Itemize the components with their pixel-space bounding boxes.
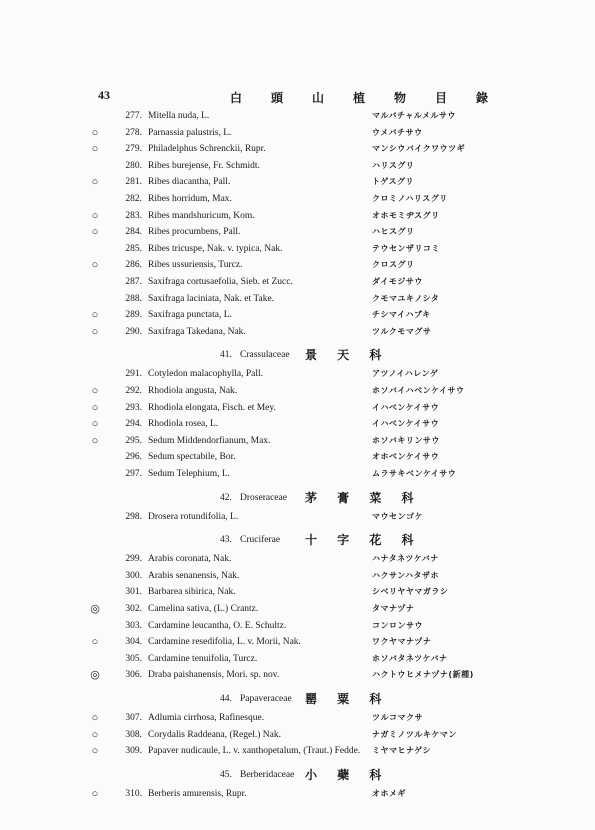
scientific-name: Cotyledon malacophylla, Pall. <box>148 369 264 380</box>
species-entry <box>0 466 595 482</box>
japanese-name: チシマイハブキ <box>372 310 431 320</box>
scientific-name: Mitella nuda, L. <box>148 111 210 121</box>
species-entry <box>0 324 595 340</box>
scientific-name: Rhodiola angusta, Nak. <box>148 386 238 396</box>
japanese-name: マルバチャルメルサウ <box>372 111 456 120</box>
entry-number: 277. <box>125 111 142 121</box>
japanese-name: ハヒスグリ <box>372 227 415 237</box>
entry-number: 285. <box>125 243 142 254</box>
japanese-name: テウセンザリコミ <box>372 243 440 253</box>
entry-number: 303. <box>125 620 142 631</box>
page-title: 白 頭 山 植 物 目 錄 <box>230 91 502 105</box>
scientific-name: Barbarea sibirica, Nak. <box>148 587 236 598</box>
status-marker: ○ <box>91 418 99 431</box>
species-entry <box>0 710 595 726</box>
family-number: 41. <box>220 350 232 361</box>
scientific-name: Corydalis Raddeana, (Regel.) Nak. <box>148 729 281 740</box>
species-entry <box>0 274 595 290</box>
entry-number: 293. <box>125 402 142 413</box>
japanese-name: ツルクモマグサ <box>372 326 432 336</box>
japanese-name: ワクヤマナヅナ <box>372 637 432 647</box>
species-entry <box>0 174 595 190</box>
family-cjk-name: 茅 膏 菜 科 <box>305 490 422 505</box>
species-entry <box>0 108 595 124</box>
entry-number: 279. <box>125 144 142 155</box>
status-marker: ○ <box>91 385 99 397</box>
japanese-name: コンロンサウ <box>372 620 423 630</box>
scientific-name: Ribes burejense, Fr. Schmidt. <box>148 160 260 171</box>
entry-number: 290. <box>125 326 142 337</box>
entry-number: 280. <box>125 160 142 171</box>
entry-number: 306. <box>125 670 142 681</box>
family-heading <box>0 489 595 507</box>
family-cjk-name: 小 蘗 科 <box>305 767 390 782</box>
japanese-name: ハクサンハタザホ <box>372 570 440 580</box>
status-marker: ○ <box>91 309 99 322</box>
family-number: 45. <box>220 769 232 780</box>
status-marker: ○ <box>91 787 99 800</box>
scientific-name: Ribes tricuspe, Nak. v. typica, Nak. <box>148 243 283 254</box>
japanese-name: クモマユキノシタ <box>372 293 440 303</box>
japanese-name: ホソバイハベンケイサウ <box>372 386 465 395</box>
scientific-name: Arabis coronata, Nak. <box>148 554 232 565</box>
status-marker: ○ <box>91 728 99 741</box>
species-entry <box>0 141 595 157</box>
scientific-name: Ribes diacantha, Pall. <box>148 177 231 188</box>
family-cjk-name: 景 天 科 <box>305 348 390 363</box>
family-cjk-name: 罌 粟 科 <box>305 692 390 706</box>
scientific-name: Cardamine leucantha, O. E. Schultz. <box>148 620 287 631</box>
status-marker: ○ <box>91 325 99 338</box>
species-entry <box>0 568 595 584</box>
entry-number: 281. <box>125 177 142 188</box>
entry-number: 305. <box>125 653 142 664</box>
status-marker: ○ <box>91 434 99 447</box>
species-entry <box>0 400 595 416</box>
entry-number: 302. <box>125 604 142 614</box>
family-heading <box>0 531 595 549</box>
species-entry <box>0 416 595 432</box>
status-marker: ○ <box>91 401 99 414</box>
species-entry <box>0 743 595 759</box>
family-latin-name: Crassulaceae <box>240 350 290 361</box>
family-cjk-name: 十 字 花 科 <box>305 533 422 548</box>
entry-number: 297. <box>125 469 142 479</box>
family-number: 44. <box>220 694 232 704</box>
species-entry <box>0 208 595 224</box>
scientific-name: Parnassia palustris, L. <box>148 127 232 138</box>
status-marker: ○ <box>91 226 99 239</box>
status-marker: ◎ <box>90 669 100 682</box>
scientific-name: Saxifraga Takedana, Nak. <box>148 326 246 337</box>
japanese-name: マウセンゴケ <box>372 511 423 521</box>
japanese-name: オホモミヂスグリ <box>372 210 440 220</box>
japanese-name: オホベンケイサウ <box>372 452 440 462</box>
entry-number: 284. <box>125 227 142 238</box>
scientific-name: Adlumia cirrhosa, Rafinesque. <box>148 713 265 723</box>
entry-number: 287. <box>125 277 142 287</box>
status-marker: ○ <box>91 143 99 156</box>
species-entry <box>0 257 595 273</box>
japanese-name: ハリスグリ <box>372 160 415 170</box>
japanese-name: ムラサキベンケイサウ <box>372 469 457 478</box>
scientific-name: Camelina sativa, (L.) Crantz. <box>148 604 259 614</box>
family-heading <box>0 766 595 784</box>
species-entry <box>0 601 595 617</box>
status-marker: ○ <box>91 176 99 189</box>
scientific-name: Sedum Middendorfianum, Max. <box>148 435 271 446</box>
scientific-name: Saxifraga punctata, L. <box>148 310 232 321</box>
japanese-name: ダイモジサウ <box>372 277 423 286</box>
scientific-name: Sedum Telephium, L. <box>148 469 231 479</box>
species-entry <box>0 433 595 449</box>
species-entry <box>0 449 595 465</box>
species-entry <box>0 291 595 307</box>
entry-number: 299. <box>125 554 142 565</box>
family-heading <box>0 346 595 364</box>
entry-number: 288. <box>125 293 142 304</box>
japanese-name: クロミノハリスグリ <box>372 194 448 203</box>
japanese-name: マンシウバイクワウツギ <box>372 144 466 154</box>
species-entry <box>0 727 595 743</box>
entry-number: 304. <box>125 637 142 648</box>
entry-number: 301. <box>125 587 142 598</box>
scientific-name: Arabis senanensis, Nak. <box>148 570 240 581</box>
japanese-name: クロスグリ <box>372 260 415 270</box>
scientific-name: Ribes procumbens, Pall. <box>148 227 241 238</box>
status-marker: ○ <box>91 259 99 272</box>
species-entry <box>0 667 595 683</box>
entry-number: 278. <box>125 127 142 138</box>
japanese-name: イハベンケイサウ <box>372 419 440 429</box>
entry-number: 298. <box>125 511 142 522</box>
entry-number: 309. <box>125 746 142 757</box>
japanese-name: ハクトウヒメナヅナ(新種) <box>372 670 474 680</box>
species-entry <box>0 241 595 257</box>
status-marker: ○ <box>91 745 99 758</box>
species-entry <box>0 224 595 240</box>
species-entry <box>0 191 595 207</box>
species-entry <box>0 158 595 174</box>
scientific-name: Saxifraga cortusaefolia, Sieb. et Zucc. <box>148 277 293 287</box>
entry-number: 291. <box>125 369 142 380</box>
japanese-name: トゲスグリ <box>372 177 415 187</box>
status-marker: ○ <box>91 712 99 724</box>
species-entry <box>0 509 595 525</box>
species-entry <box>0 551 595 567</box>
japanese-name: ツルコマクサ <box>372 713 423 722</box>
japanese-name: ハナタネツケバナ <box>372 554 439 564</box>
scientific-name: Cardamine tenuifolia, Turcz. <box>148 653 258 664</box>
scientific-name: Drosera rotundifolia, L. <box>148 511 239 522</box>
entry-number: 296. <box>125 452 142 463</box>
family-latin-name: Cruciferae <box>240 535 281 546</box>
entry-number: 307. <box>125 713 142 723</box>
japanese-name: ホソバタネツケバナ <box>372 653 448 663</box>
family-latin-name: Berberidaceae <box>240 769 295 780</box>
scientific-name: Rhodiola rosea, L. <box>148 419 219 430</box>
entry-number: 310. <box>125 788 142 799</box>
entry-number: 295. <box>125 435 142 446</box>
entry-number: 308. <box>125 729 142 740</box>
japanese-name: ウメバチサウ <box>372 127 423 137</box>
entry-number: 282. <box>125 194 142 204</box>
family-heading <box>0 690 595 708</box>
species-entry <box>0 651 595 667</box>
status-marker: ◎ <box>90 603 100 615</box>
japanese-name: ナガミノツルキケマン <box>372 729 457 739</box>
family-number: 42. <box>220 492 232 503</box>
species-entry <box>0 307 595 323</box>
status-marker: ○ <box>91 126 99 139</box>
family-number: 43. <box>220 535 232 546</box>
japanese-name: ミヤマヒナゲシ <box>372 746 432 756</box>
entry-number: 294. <box>125 419 142 430</box>
scientific-name: Papaver nudicaule, L. v. xanthopetalum, (Traut.) Fedde. <box>148 746 361 757</box>
species-entry <box>0 786 595 802</box>
japanese-name: ホソバキリンサウ <box>372 435 440 445</box>
japanese-name: シベリヤヤマガラシ <box>372 587 449 597</box>
family-latin-name: Droseraceae <box>240 492 287 503</box>
japanese-name: アツノイハレンゲ <box>372 369 439 379</box>
scientific-name: Ribes ussuriensis, Turcz. <box>148 260 243 271</box>
species-entry <box>0 383 595 399</box>
species-entry <box>0 618 595 634</box>
scientific-name: Ribes horridum, Max. <box>148 194 232 204</box>
scientific-name: Rhodiola elongata, Fisch. et Mey. <box>148 402 276 413</box>
species-entry <box>0 634 595 650</box>
scientific-name: Ribes mandshuricum, Kom. <box>148 210 255 221</box>
entry-number: 289. <box>125 310 142 321</box>
entry-number: 283. <box>125 210 142 221</box>
scientific-name: Berberis amurensis, Rupr. <box>148 788 247 799</box>
scientific-name: Philadelphus Schrenckii, Rupr. <box>148 144 266 155</box>
entry-number: 300. <box>125 570 142 581</box>
scientific-name: Sedum spectabile, Bor. <box>148 452 236 463</box>
japanese-name: タマナヅナ <box>372 604 415 613</box>
entry-number: 292. <box>125 386 142 396</box>
scientific-name: Saxifraga laciniata, Nak. et Take. <box>148 293 275 304</box>
entry-number: 286. <box>125 260 142 271</box>
status-marker: ○ <box>91 636 99 649</box>
scientific-name: Draba paishanensis, Mori. sp. nov. <box>148 670 280 681</box>
japanese-name: オホメギ <box>372 788 406 798</box>
status-marker: ○ <box>91 209 99 222</box>
species-entry <box>0 366 595 382</box>
scientific-name: Cardamine resedifolia, L. v. Morii, Nak. <box>148 637 301 648</box>
page-number: 43 <box>98 88 110 102</box>
family-latin-name: Papaveraceae <box>240 694 292 704</box>
japanese-name: イハベンケイサウ <box>372 402 440 412</box>
species-entry <box>0 584 595 600</box>
species-entry <box>0 125 595 141</box>
